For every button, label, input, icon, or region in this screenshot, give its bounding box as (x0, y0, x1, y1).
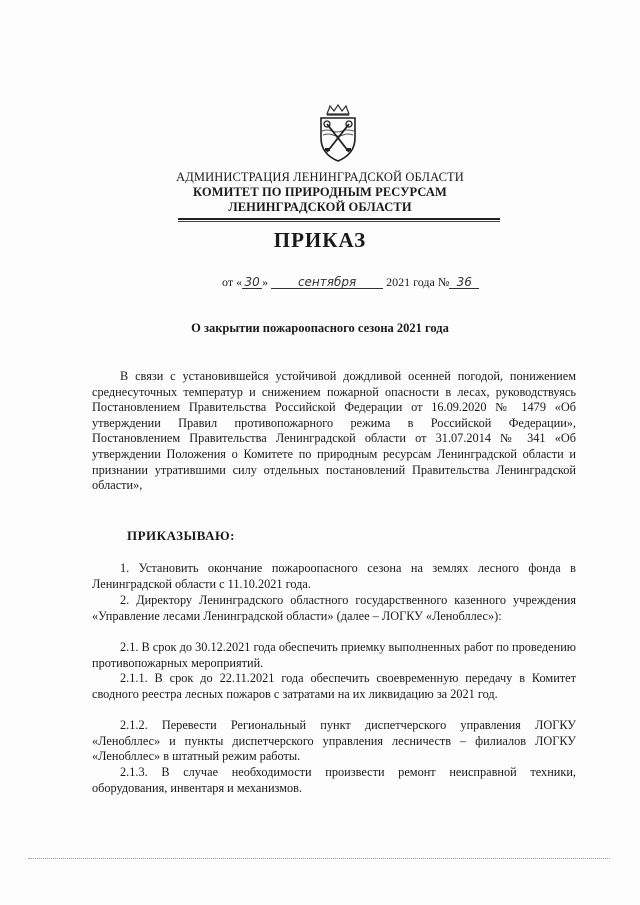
document-number: 36 (449, 276, 479, 289)
order-item-1: 1. Установить окончание пожароопасного сезона на землях лесного фонда в Ленинградской области с 11.10.2021 года. (92, 561, 576, 591)
document-subject: О закрытии пожароопасного сезона 2021 года (191, 321, 449, 335)
header-rule-thick (178, 218, 500, 220)
page-bottom-dotted-line (28, 858, 610, 859)
date-mid: » (262, 275, 269, 289)
order-item-2: 2. Директору Ленинградского областного государственного казенного учреждения «Управление лесами Ленинградской области» (далее – ЛОГКУ «Ленобллес»): (92, 593, 576, 623)
date-year: 2021 года (386, 275, 435, 289)
order-item-2-1-1: 2.1.1. В срок до 22.11.2021 года обеспечить своевременную передачу в Комитет сводного реестра лесных пожаров с затратами на их ликвидацию за 2021 год. (92, 671, 576, 701)
date-day: 30 (242, 276, 262, 289)
document-type-title: ПРИКАЗ (273, 228, 367, 252)
order-item-2-1: 2.1. В срок до 30.12.2021 года обеспечить приемку выполненных работ по проведению противопожарных мероприятий. (92, 640, 576, 670)
leningrad-oblast-coat-of-arms-icon (313, 104, 363, 164)
number-label: № (437, 275, 450, 289)
header-administration: АДМИНИСТРАЦИЯ ЛЕНИНГРАДСКОЙ ОБЛАСТИ (176, 170, 464, 184)
header-region: ЛЕНИНГРАДСКОЙ ОБЛАСТИ (228, 200, 412, 214)
preamble-paragraph: В связи с установившейся устойчивой дождливой осенней погодой, понижением среднесуточных температур и снижением пожарной опасности в лесах, руководствуясь Постановлением Правительства Российской Федерации от 16.09.2020 № 1479 «Об утверждении Правил противопожарного режима в Российской Федерации», Постановлением Правительства Ленинградской области от 31.07.2014 № 341 «Об утверждении Положения о Комитете по природным ресурсам Ленинградской области и признании утратившими силу отдельных постановлений Правительства Ленинградской области», (92, 369, 576, 493)
orders-heading: ПРИКАЗЫВАЮ: (127, 528, 235, 543)
date-number-line (222, 275, 479, 290)
date-prefix: от « (222, 275, 243, 289)
header-committee: КОМИТЕТ ПО ПРИРОДНЫМ РЕСУРСАМ (193, 185, 447, 199)
header-rule-thin (178, 221, 500, 222)
order-item-2-1-2: 2.1.2. Перевести Региональный пункт диспетчерского управления ЛОГКУ «Ленобллес» и пункты диспетчерского управления лесничеств – филиалов ЛОГКУ «Ленобллес» в штатный режим работы. (92, 718, 576, 764)
date-month: сентября (271, 276, 383, 289)
order-item-2-1-3: 2.1.3. В случае необходимости произвести ремонт неисправной техники, оборудования, инвентаря и механизмов. (92, 765, 576, 795)
